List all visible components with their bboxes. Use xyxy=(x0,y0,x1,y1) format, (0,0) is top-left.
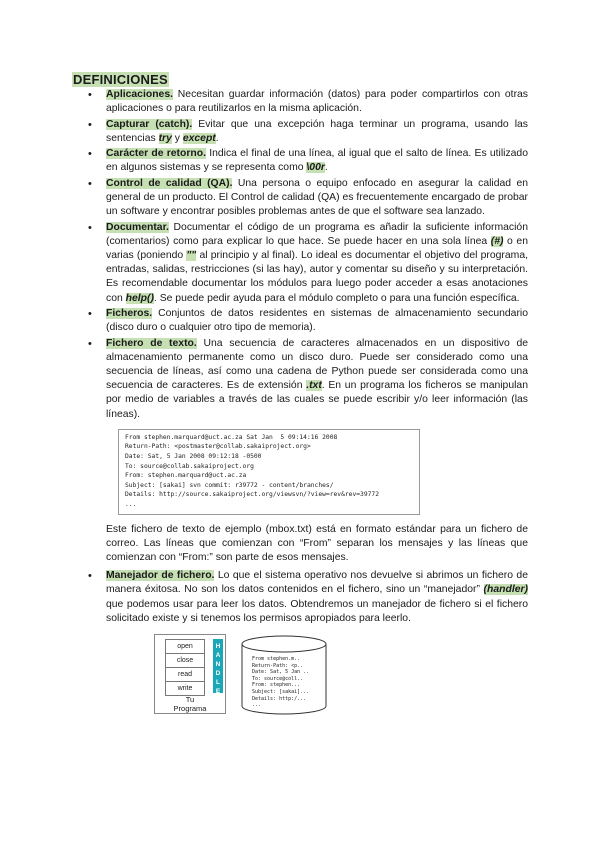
code-line: Date: Sat, 5 Jan 2008 09:12:18 -0500 xyxy=(125,452,262,460)
page-title: DEFINICIONES xyxy=(73,72,168,87)
definition-text: Conjuntos de datos residentes en sistemas de almacenamiento secundario (disco duro o cualquier otro tipo de memoria). xyxy=(106,307,528,334)
definition-fichero-texto xyxy=(84,337,528,566)
definition-text: que podemos usar para leer los datos. Obtendremos un manejador de fichero si el fichero solicitado existe y si tenemos los permisos apropiados para leerlo. xyxy=(106,598,528,624)
file-contents xyxy=(252,656,309,709)
program-box xyxy=(154,634,226,714)
definition-retorno xyxy=(84,147,528,175)
code-line: ... xyxy=(125,500,137,508)
keyword-hash: (#) xyxy=(490,235,504,247)
term-calidad: Control de calidad (QA). xyxy=(106,177,233,189)
term-documentar: Documentar. xyxy=(106,221,169,233)
definition-text: Evitar que una excepción haga terminar un programa, usando las sentencias xyxy=(106,118,529,144)
term-retorno: Carácter de retorno. xyxy=(106,148,206,160)
keyword-help: help() xyxy=(125,292,154,304)
mbox-code-sample xyxy=(118,429,420,515)
to-program-line: Programa xyxy=(173,703,207,713)
definition-text: Necesitan guardar información (datos) para poder compartirlos con otras aplicaciones o para reutilizarlos en la misma aplicación. xyxy=(106,89,528,115)
file-line: Return-Path: <p.. xyxy=(252,662,304,669)
handle-letter: L xyxy=(216,678,220,686)
keyword-try: try xyxy=(158,132,172,144)
definition-text: . xyxy=(215,132,219,144)
example-paragraph: Este fichero de texto de ejemplo (mbox.txt) está en formato estándar para un fichero de correo. Las líneas que comienzan con “From” separan los mensajes y las líneas que comienzan con “From:” son parte de esos mensajes. xyxy=(106,523,528,563)
file-handle-diagram xyxy=(154,634,444,720)
code-line: Subject: [sakai] svn commit: r39772 - content/branches/ xyxy=(125,481,334,489)
handle-letter: D xyxy=(215,669,221,677)
definition-capturar xyxy=(84,118,528,146)
term-fichero-texto: Fichero de texto. xyxy=(106,337,197,349)
file-line: From stephen.m.. xyxy=(252,655,301,662)
term-capturar: Capturar (catch). xyxy=(106,118,193,130)
definition-text: . Se puede pedir ayuda para el módulo completo o para una función específica. xyxy=(153,292,520,304)
file-line: Subject: [sakai]... xyxy=(252,688,310,695)
op-write: write xyxy=(165,681,205,696)
definition-text: Lo que el sistema operativo nos devuelve si abrimos un fichero de manera éxitosa. No son los datos contenidos en el fichero, sino un “manejador” xyxy=(106,570,528,596)
file-line: Details: http:/... xyxy=(252,695,307,702)
definition-text: al principio y al final). Lo ideal es documentar el objetivo del programa, entradas, salidas, restricciones (si las hay), autor y comentar su diseño y su interpretación. Es recomendable documentar los módulos para luego poder acceder a esas anotaciones con xyxy=(106,249,528,304)
keyword-handler: (handler) xyxy=(483,584,528,596)
term-ficheros: Ficheros. xyxy=(106,307,153,319)
code-line: From: stephen.marquard@uct.ac.za xyxy=(125,472,247,480)
code-line: Details: http://source.sakaiproject.org/viewsvn/?view=rev&rev=39772 xyxy=(125,491,380,499)
file-line: To: source@coll.. xyxy=(252,675,304,682)
handle-letter: N xyxy=(215,660,221,668)
op-read: read xyxy=(165,667,205,682)
code-line: From stephen.marquard@uct.ac.za Sat Jan 5 09:14:16 2008 xyxy=(125,433,338,441)
keyword-return-char: \00r xyxy=(306,162,325,174)
definition-aplicaciones xyxy=(84,88,528,116)
definition-text: Documentar el código de un programa es añadir la suficiente información (comentarios) como para explicar lo que hace. Se puede hacer en una sola línea xyxy=(106,221,528,247)
to-program-line: Tu xyxy=(185,694,195,704)
file-line: ... xyxy=(252,702,262,709)
file-line: From: stephen... xyxy=(252,682,301,689)
definitions-list xyxy=(84,88,528,721)
definition-text: Una persona o equipo enfocado en asegurar la calidad en general de un producto. El Control de calidad (QA) es frecuentemente encargado de probar un software y encontrar posibles problemas antes de que el software sea lanzado. xyxy=(106,177,529,218)
to-program-label xyxy=(155,695,225,713)
handle-letter: H xyxy=(215,642,221,650)
code-line: To: source@collab.sakaiproject.org xyxy=(125,462,254,470)
keyword-txt: .txt xyxy=(306,380,322,392)
definition-manejador xyxy=(84,569,528,720)
term-aplicaciones: Aplicaciones. xyxy=(106,89,173,100)
definition-calidad xyxy=(84,177,528,220)
handle-bar xyxy=(213,639,223,693)
op-open: open xyxy=(165,639,205,654)
definition-text: Una secuencia de caracteres almacenados en un dispositivo de almacenamiento permanente como un disco duro. Puede ser considerado como una secuencia de líneas, así como una cadena de Python puede ser considerada como una secuencia de caracteres. Es de extensión xyxy=(106,337,529,392)
term-manejador: Manejador de fichero. xyxy=(106,570,215,582)
keyword-except: except xyxy=(182,132,216,144)
definition-text: . xyxy=(324,162,328,174)
file-line: Date: Sat, 5 Jan .. xyxy=(252,669,310,676)
definition-ficheros xyxy=(84,307,528,335)
op-close: close xyxy=(165,653,205,668)
keyword-triple-quote: "" xyxy=(186,249,197,261)
definition-text: . En un programa los ficheros se manipulan por medio de variables a través de las cuales se puede escribir y/o leer información (las líneas). xyxy=(106,380,528,420)
definition-text: Indica el final de una línea, al igual que el salto de línea. Es utilizado en algunos sistemas y se representa como xyxy=(106,148,528,174)
handle-letter: A xyxy=(215,651,221,659)
definition-text: y xyxy=(171,132,183,144)
handle-letter: E xyxy=(215,687,221,695)
code-line: Return-Path: <postmaster@collab.sakaiproject.org> xyxy=(125,443,311,451)
definition-text: o en varias (poniendo xyxy=(106,235,528,261)
definition-documentar xyxy=(84,221,528,306)
